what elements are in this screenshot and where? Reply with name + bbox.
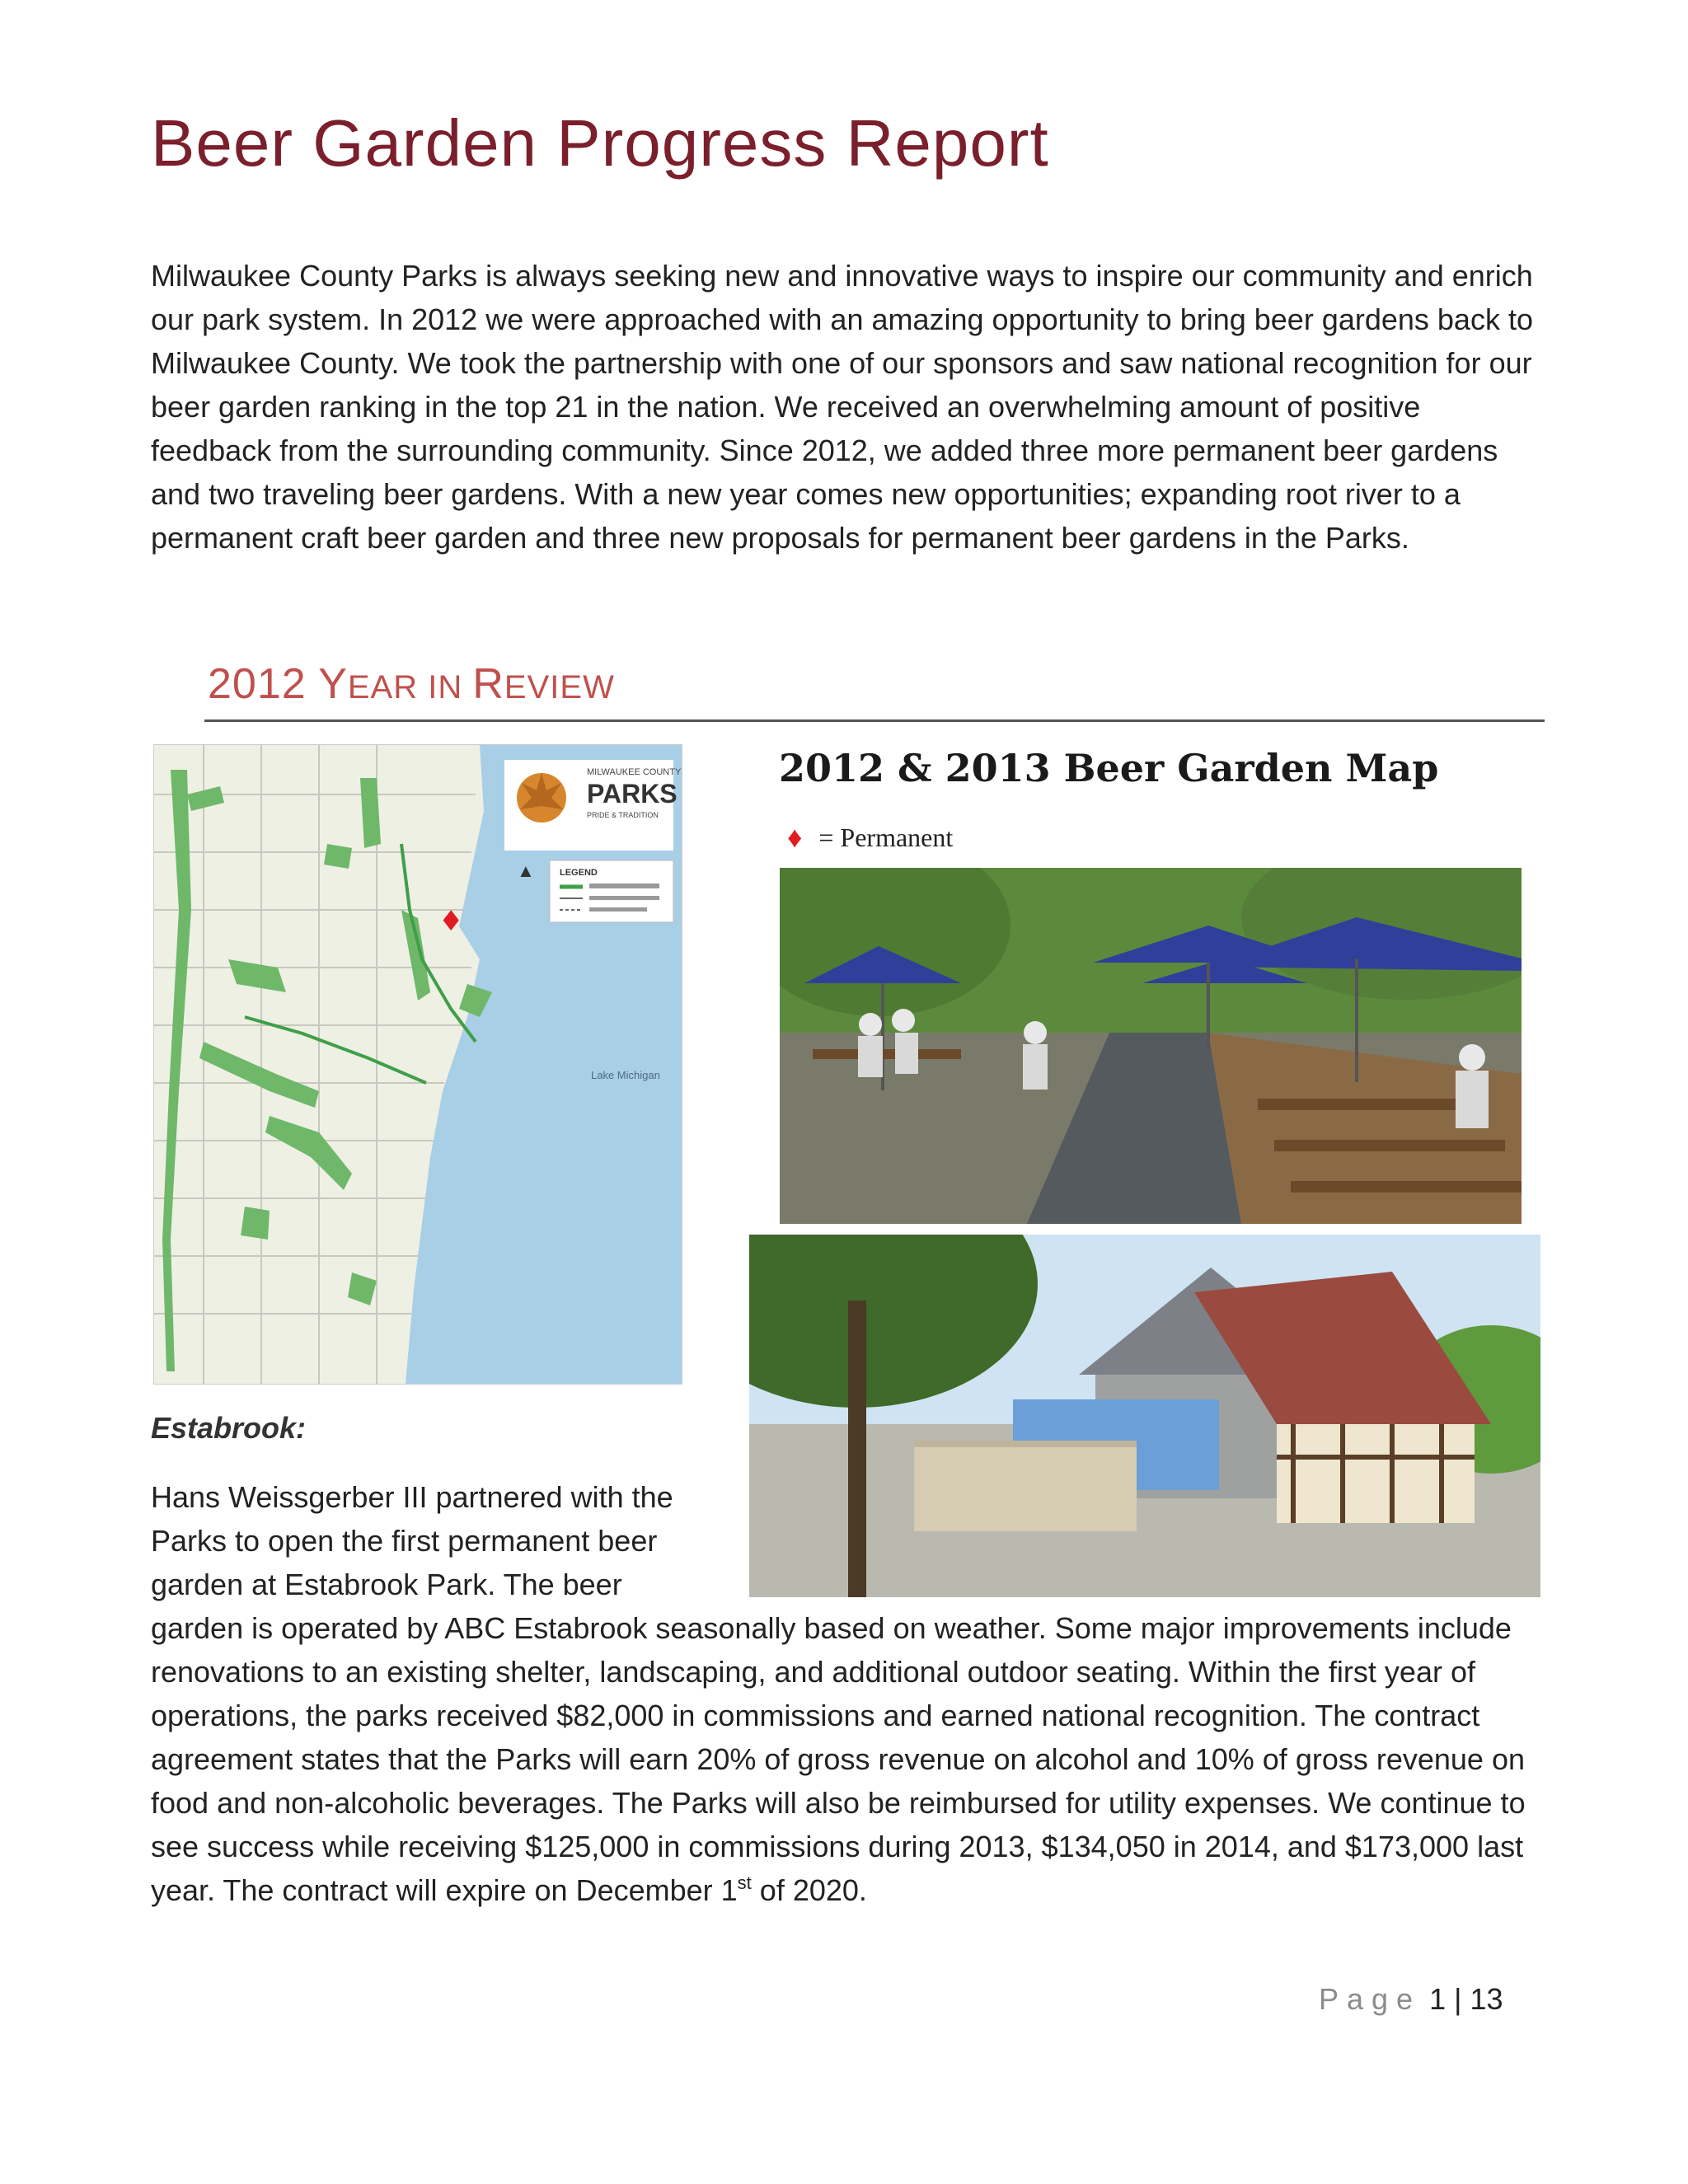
section-heading-w2: IN: [418, 669, 473, 705]
footer-page-number: 1: [1429, 1982, 1447, 2016]
lake-label: Lake Michigan: [591, 1069, 660, 1081]
beer-garden-photo: [780, 868, 1522, 1224]
map-caption: 2012 & 2013 Beer Garden Map: [779, 746, 1439, 790]
section-heading-w3rest: EVIEW: [504, 669, 615, 705]
section-divider: [204, 719, 1545, 722]
beer-garden-map: [153, 744, 682, 1385]
estabrook-text-narrow: Hans Weissgerber III partnered with the Parks to open the first permanent beer garden at Estabrook Park. The beer: [151, 1480, 673, 1601]
map-brand-top: MILWAUKEE COUNTY: [587, 767, 682, 777]
legend-label: = Permanent: [818, 822, 954, 852]
footer-page-total: 13: [1470, 1982, 1503, 2016]
page-title: Beer Garden Progress Report: [151, 106, 1049, 180]
page-footer: [1319, 1982, 1503, 2017]
estabrook-shelter-photo: [749, 1235, 1540, 1597]
footer-separator: |: [1454, 1982, 1462, 2016]
map-legend: [787, 820, 953, 855]
map-brand-sub: PRIDE & TRADITION: [587, 811, 659, 819]
estabrook-text-main: garden is operated by ABC Estabrook seasonally based on weather. Some major improvements include renovations to an existing shelter, landscaping, and additional outdoor seating. Within the first year of operations, the parks received $82,000 in commissions and earned national recognition. The contract agreement states that the Parks will earn 20% of gross revenue on alcohol and 10% of gross revenue on food and non-alcoholic beverages. The Parks will also be reimbursed for utility expenses. We continue to see success while receiving $125,000 in commissions during 2013, $134,050 in 2014, and $173,000 last year. The contract will expire on December 1: [151, 1611, 1526, 1907]
estabrook-text-wide: [151, 1606, 1544, 1912]
map-graphic: [154, 745, 682, 1384]
estabrook-text-tail: of 2020.: [751, 1873, 867, 1907]
estabrook-marker-icon: ♦: [438, 905, 464, 938]
section-heading-w3: R: [472, 660, 504, 708]
ordinal-suffix: st: [737, 1872, 752, 1893]
intro-paragraph: Milwaukee County Parks is always seeking new and innovative ways to inspire our community and enrich our park system. In 2012 we were approached with an amazing opportunity to bring beer gardens back to Milwaukee County. We took the partnership with one of our sponsors and saw national recognition for our beer garden ranking in the top 21 in the nation. We received an overwhelming amount of positive feedback from the surrounding community. Since 2012, we added three more permanent beer gardens and two traveling beer gardens. With a new year comes new opportunities; expanding root river to a permanent craft beer garden and three new proposals for permanent beer gardens in the Parks.: [151, 259, 1533, 555]
section-heading-w1: Y: [318, 660, 348, 708]
footer-page-word: Page: [1319, 1982, 1422, 2016]
section-heading: [208, 659, 615, 709]
map-brand: PARKS: [587, 779, 678, 808]
section-heading-year: 2012: [208, 660, 319, 708]
estabrook-heading: Estabrook:: [151, 1411, 307, 1445]
north-arrow-icon: ▲: [517, 860, 535, 881]
map-legend-title: LEGEND: [560, 868, 598, 878]
section-heading-w1rest: EAR: [347, 669, 419, 705]
permanent-diamond-icon: ♦: [787, 821, 803, 854]
